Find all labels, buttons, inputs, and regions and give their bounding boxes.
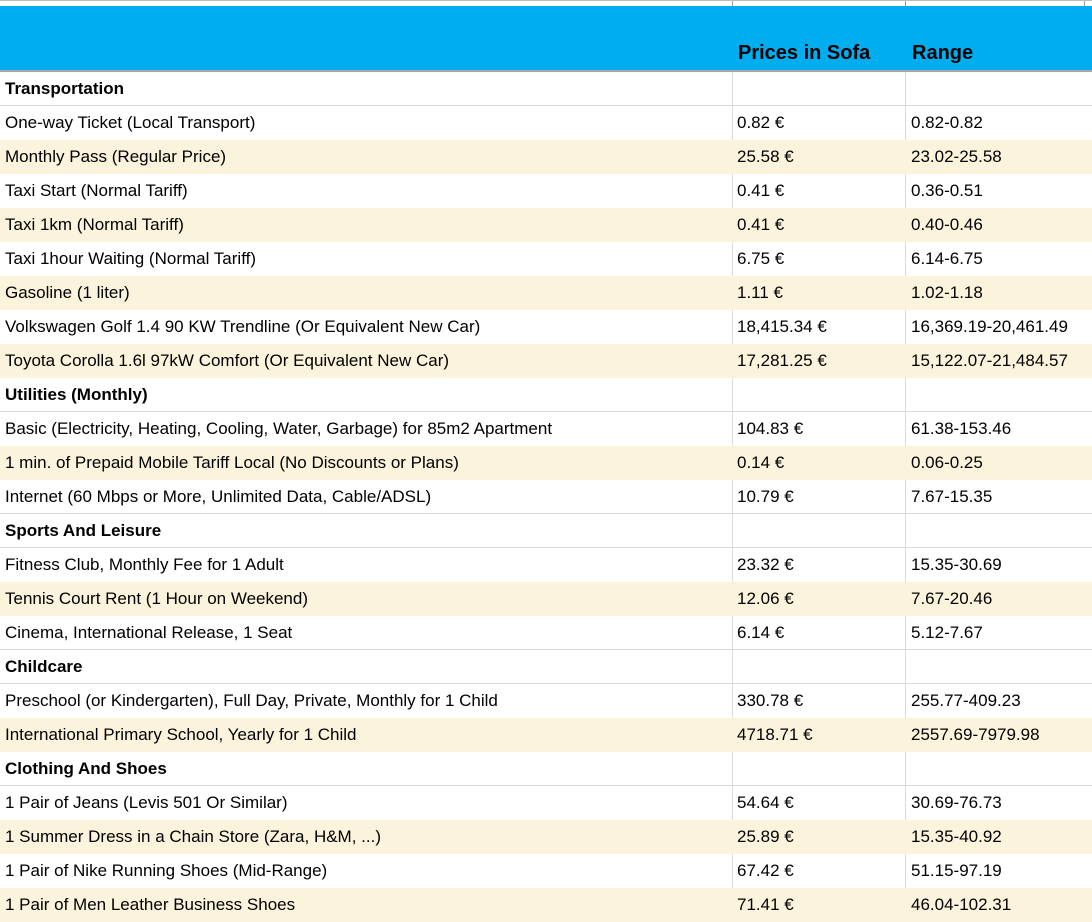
price-cell[interactable] xyxy=(733,752,906,785)
item-label-cell[interactable]: 1 Summer Dress in a Chain Store (Zara, H&M, ...) xyxy=(5,827,381,846)
item-label-cell[interactable]: Volkswagen Golf 1.4 90 KW Trendline (Or Equivalent New Car) xyxy=(0,310,733,344)
price-cell[interactable]: 104.83 € xyxy=(733,412,906,446)
price-cell[interactable]: 6.75 € xyxy=(733,242,906,276)
range-cell[interactable]: 30.69-76.73 xyxy=(911,793,1002,812)
range-cell[interactable]: 0.82-0.82 xyxy=(911,113,983,132)
price-cell[interactable]: 0.41 € xyxy=(733,174,906,208)
range-cell[interactable]: 255.77-409.23 xyxy=(911,691,1021,710)
price-cell[interactable]: 17,281.25 € xyxy=(737,351,827,370)
item-label-cell[interactable]: Cinema, International Release, 1 Seat xyxy=(0,616,733,649)
range-cell[interactable] xyxy=(906,650,1092,683)
item-label-cell[interactable]: Taxi 1hour Waiting (Normal Tariff) xyxy=(0,242,733,276)
price-cell[interactable]: 4718.71 € xyxy=(737,725,813,744)
range-cell[interactable]: 7.67-15.35 xyxy=(911,486,993,506)
price-cell[interactable] xyxy=(733,650,906,683)
section-row xyxy=(0,650,1092,684)
item-row xyxy=(0,684,1092,718)
section-row xyxy=(0,514,1092,548)
item-label-cell[interactable]: Internet (60 Mbps or More, Unlimited Data, Cable/ADSL) xyxy=(0,480,733,513)
item-row xyxy=(0,344,1092,378)
item-row xyxy=(0,718,1092,752)
item-label-cell[interactable]: One-way Ticket (Local Transport) xyxy=(0,106,733,140)
item-row xyxy=(0,276,1092,310)
item-row xyxy=(0,242,1092,276)
range-cell[interactable]: 1.02-1.18 xyxy=(911,283,983,302)
price-cell[interactable] xyxy=(733,514,906,547)
item-label-cell[interactable]: Tennis Court Rent (1 Hour on Weekend) xyxy=(5,589,309,608)
item-label-cell[interactable]: Fitness Club, Monthly Fee for 1 Adult xyxy=(0,548,733,582)
item-label-cell[interactable]: Monthly Pass (Regular Price) xyxy=(5,147,227,166)
item-row xyxy=(0,548,1092,582)
item-row xyxy=(0,854,1092,888)
range-cell[interactable]: 2557.69-7979.98 xyxy=(911,725,1040,744)
price-cell[interactable] xyxy=(733,378,906,411)
item-row xyxy=(0,412,1092,446)
range-cell[interactable] xyxy=(906,378,1092,411)
range-cell[interactable]: 51.15-97.19 xyxy=(911,861,1002,880)
range-cell[interactable] xyxy=(906,752,1092,785)
table-header-band xyxy=(0,6,1092,72)
item-label-cell[interactable]: Basic (Electricity, Heating, Cooling, Water, Garbage) for 85m2 Apartment xyxy=(0,412,733,446)
item-row xyxy=(0,174,1092,208)
section-row xyxy=(0,72,1092,106)
item-label-cell[interactable]: 1 Pair of Nike Running Shoes (Mid-Range) xyxy=(0,854,733,888)
range-cell[interactable]: 0.06-0.25 xyxy=(911,453,983,472)
range-cell[interactable]: 0.36-0.51 xyxy=(911,181,983,200)
section-title-cell[interactable]: Transportation xyxy=(0,72,733,105)
range-cell[interactable]: 0.40-0.46 xyxy=(911,215,983,234)
item-label-cell[interactable]: International Primary School, Yearly for 1 Child xyxy=(5,725,357,744)
item-row xyxy=(0,208,1092,242)
item-label-cell[interactable]: 1 Pair of Men Leather Business Shoes xyxy=(5,895,296,914)
range-cell[interactable] xyxy=(906,72,1092,105)
range-cell[interactable]: 16,369.19-20,461.49 xyxy=(911,317,1068,336)
price-cell[interactable]: 54.64 € xyxy=(733,786,906,820)
price-cell[interactable]: 23.32 € xyxy=(733,548,906,582)
price-cell[interactable]: 330.78 € xyxy=(733,684,906,718)
item-label-cell[interactable]: Gasoline (1 liter) xyxy=(5,283,130,302)
price-cell[interactable]: 6.14 € xyxy=(733,616,906,649)
price-cell[interactable]: 12.06 € xyxy=(737,589,794,608)
price-cell[interactable]: 0.82 € xyxy=(733,106,906,140)
price-cell[interactable]: 25.89 € xyxy=(737,827,794,846)
item-row xyxy=(0,140,1092,174)
item-row xyxy=(0,480,1092,514)
column-header-range[interactable]: Range xyxy=(912,42,974,64)
table-body xyxy=(0,72,1092,922)
price-cell[interactable]: 25.58 € xyxy=(737,147,794,166)
item-label-cell[interactable]: Toyota Corolla 1.6l 97kW Comfort (Or Equivalent New Car) xyxy=(5,351,450,370)
price-cell[interactable]: 18,415.34 € xyxy=(733,310,906,344)
item-label-cell[interactable]: Taxi 1km (Normal Tariff) xyxy=(5,215,184,234)
item-row xyxy=(0,616,1092,650)
item-label-cell[interactable]: 1 min. of Prepaid Mobile Tariff Local (No Discounts or Plans) xyxy=(5,453,459,472)
price-cell[interactable] xyxy=(733,72,906,105)
section-row xyxy=(0,752,1092,786)
price-cell[interactable]: 10.79 € xyxy=(733,480,906,513)
column-header-price[interactable]: Prices in Sofa xyxy=(738,42,871,64)
price-cell[interactable]: 71.41 € xyxy=(737,895,794,914)
price-cell[interactable]: 67.42 € xyxy=(733,854,906,888)
item-row xyxy=(0,888,1092,922)
section-title-cell[interactable]: Sports And Leisure xyxy=(0,514,733,547)
section-title-cell[interactable]: Clothing And Shoes xyxy=(0,752,733,785)
range-cell[interactable]: 61.38-153.46 xyxy=(911,419,1012,438)
range-cell[interactable]: 7.67-20.46 xyxy=(911,589,993,608)
price-cell[interactable]: 0.41 € xyxy=(737,215,785,234)
item-row xyxy=(0,820,1092,854)
range-cell[interactable]: 5.12-7.67 xyxy=(911,622,983,642)
item-row xyxy=(0,310,1092,344)
item-label-cell[interactable]: Taxi Start (Normal Tariff) xyxy=(0,174,733,208)
range-cell[interactable]: 23.02-25.58 xyxy=(911,147,1002,166)
item-label-cell[interactable]: 1 Pair of Jeans (Levis 501 Or Similar) xyxy=(0,786,733,820)
price-cell[interactable]: 0.14 € xyxy=(737,453,785,472)
range-cell[interactable]: 15.35-30.69 xyxy=(911,555,1002,574)
item-row xyxy=(0,446,1092,480)
section-row xyxy=(0,378,1092,412)
section-title-cell[interactable]: Utilities (Monthly) xyxy=(0,378,733,411)
item-row xyxy=(0,582,1092,616)
range-cell[interactable]: 15.35-40.92 xyxy=(911,827,1002,846)
item-row xyxy=(0,786,1092,820)
range-cell[interactable]: 6.14-6.75 xyxy=(911,249,983,268)
item-row xyxy=(0,106,1092,140)
range-cell[interactable]: 15,122.07-21,484.57 xyxy=(911,351,1068,370)
range-cell[interactable]: 46.04-102.31 xyxy=(911,895,1012,914)
range-cell[interactable] xyxy=(906,514,1092,547)
item-label-cell[interactable]: Preschool (or Kindergarten), Full Day, Private, Monthly for 1 Child xyxy=(0,684,733,718)
price-cell[interactable]: 1.11 € xyxy=(737,283,784,302)
section-title-cell[interactable]: Childcare xyxy=(0,650,733,683)
